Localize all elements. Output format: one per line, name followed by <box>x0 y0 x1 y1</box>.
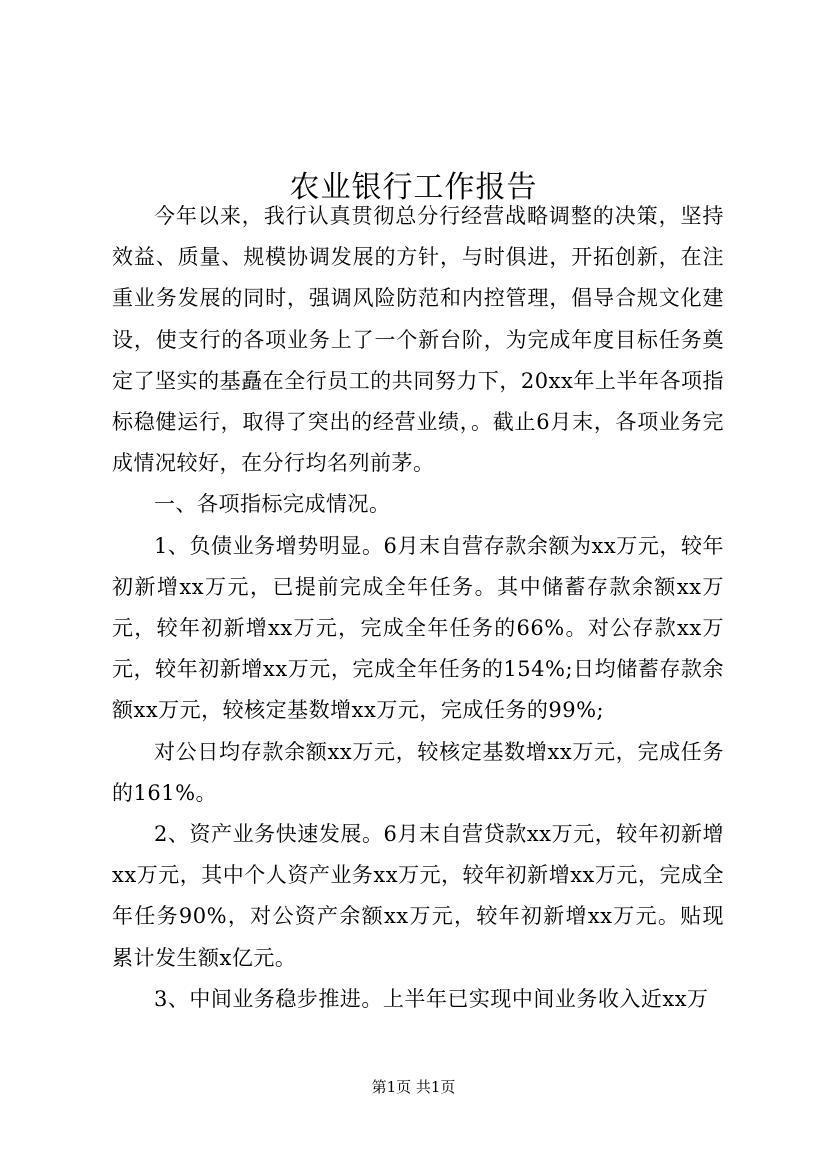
paragraph-intermediate-business: 3、中间业务稳步推进。上半年已实现中间业务收入近xx万 <box>154 986 709 1011</box>
paragraph-corporate-deposits: 对公日均存款余额xx万元，较核定基数增xx万元，完成任务的161%。 <box>112 739 724 805</box>
paragraph-asset-business: 2、资产业务快速发展。6月末自营贷款xx万元，较年初新增xx万元，其中个人资产业务xx万元，较年初新增xx万元，完成全年任务90%，对公资产余额xx万元，较年初新增xx万元。贴现累计发生额x亿元。 <box>112 822 724 970</box>
page-footer: 第1页 共1页 <box>371 1078 456 1096</box>
paragraph-intro: 今年以来，我行认真贯彻总分行经营战略调整的决策，坚持效益、质量、规模协调发展的方针，与时俱进，开拓创新，在注重业务发展的同时，强调风险防范和内控管理，倡导合规文化建设，使支行的各项业务上了一个新台阶，为完成年度目标任务奠定了坚实的基矗在全行员工的共同努力下，20xx年上半年各项指标稳健运行，取得了突出的经营业绩，。截止6月末，各项业务完成情况较好，在分行均名列前茅。 <box>112 204 724 476</box>
section-heading-indicators: 一、各项指标完成情况。 <box>154 492 391 517</box>
paragraph-liability-business: 1、负债业务增势明显。6月末自营存款余额为xx万元，较年初新增xx万元，已提前完成全年任务。其中储蓄存款余额xx万元，较年初新增xx万元，完成全年任务的66%。对公存款xx万元，较年初新增xx万元，完成全年任务的154%;日均储蓄存款余额xx万元，较核定基数增xx万元，完成任务的99%; <box>112 533 724 723</box>
document-body <box>112 196 724 1020</box>
document-title: 农业银行工作报告 <box>289 170 538 206</box>
